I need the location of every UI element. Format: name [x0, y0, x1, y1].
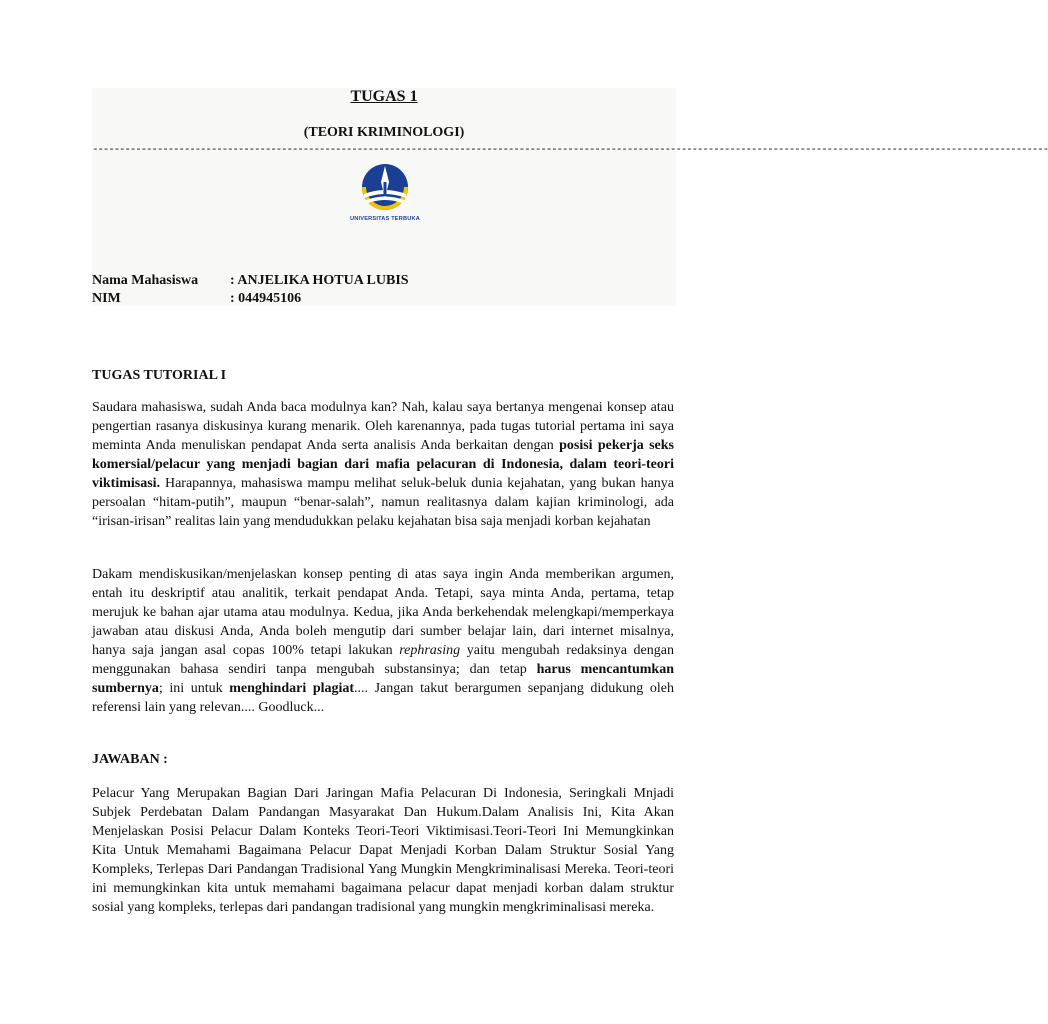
answer-paragraph: Pelacur Yang Merupakan Bagian Dari Jaringan Mafia Pelacuran Di Indonesia, Seringkali Mnjadi Subjek Perdebatan Dalam Pandangan Masyarakat Dan Hukum.Dalam Analisis Ini, Kita Akan Menjelaskan Posisi Pelacur Dalam Konteks Teori-Teori Viktimisasi.Teori-Teori Ini Memungkinkan Kita Untuk Memahami Bagaimana Pelacur Dapat Menjadi Korban Dalam Struktur Sosial Yang Kompleks, Terlepas Dari Pandangan Tradisional Yang Mungkin Mengkriminalisasi Mereka. Teori-teori ini memungkinkan kita untuk memahami bagaimana pelacur dapat menjadi korban dalam struktur sosial yang kompleks, terlepas dari pandangan tradisional yang mungkin mengkriminalisasi mereka.: [92, 786, 674, 915]
answer-title: JAWABAN :: [92, 752, 168, 767]
p2-bold-plagiat: menghindari plagiat: [229, 681, 355, 696]
university-logo: [342, 160, 428, 230]
tutorial-paragraph-1: [92, 398, 674, 531]
student-nim-row: [92, 290, 301, 308]
p1-bold-topic: posisi pekerja seks komersial/pelacur yang menjadi bagian dari mafia pelacuran di Indonesia, dalam teori-teori viktimisasi.: [92, 438, 674, 491]
student-nim-value: : 044945106: [230, 291, 302, 306]
tutorial-title: TUGAS TUTORIAL I: [92, 368, 227, 383]
p1-text-a: Saudara mahasiswa, sudah Anda baca modulnya kan? Nah, kalau saya bertanya mengenai konsep atau pengertian rasanya diskusinya kurang menarik. Oleh karenannya, pada tugas tutorial pertama ini saya meminta Anda menuliskan pendapat Anda serta analisis Anda berkaitan dengan: [92, 400, 674, 453]
tutorial-paragraph-2: [92, 565, 674, 717]
student-name-value: : ANJELIKA HOTUA LUBIS: [230, 273, 409, 288]
p2-text-d: .... Jangan takut berargumen sepanjang didukung oleh referensi lain yang relevan.... Goodluck...: [92, 681, 674, 715]
p2-bold-source: harus mencantumkan sumbernya: [92, 662, 674, 696]
p2-text-b: yaitu mengubah redaksinya dengan menggunakan bahasa sendiri tanpa mengubah substansinya; dan tetap: [92, 643, 674, 677]
logo-emblem-icon: [342, 160, 428, 218]
student-name-row: [92, 272, 409, 290]
page-subtitle: (TEORI KRIMINOLOGI): [303, 125, 465, 140]
p2-text-c: ; ini untuk: [158, 681, 230, 696]
p2-text-a: Dakam mendiskusikan/menjelaskan konsep penting di atas saya ingin Anda memberikan argumen, entah itu deskriptif atau analitik, terkait pendapat Anda. Tetapi, saya minta Anda, pertama, tetap merujuk ke bahan ajar utama atau modulnya. Kedua, jika Anda berkehendak melengkapi/memperkaya jawaban atau diskusi Anda, Anda boleh mengutip dari sumber belajar lain, dari internet misalnya, hanya saja jangan asal copas 100% tetapi lakukan: [92, 567, 674, 658]
student-nim-label: NIM: [92, 291, 121, 306]
p2-italic-rephrasing: rephrasing: [399, 643, 461, 658]
student-name-label: Nama Mahasiswa: [92, 273, 199, 288]
p1-text-b: Harapannya, mahasiswa mampu melihat seluk-beluk dunia kejahatan, yang bukan hanya persoalan “hitam-putih”, maupun “benar-salah”, namun realitasnya dalam kajian kriminologi, ada “irisan-irisan” realitas lain yang mendudukkan pelaku kejahatan bisa saja menjadi korban kejahatan: [92, 476, 674, 529]
header-divider: ---------------------------------------------------------------------------------------------------------------------------------------------------------------------------------: [92, 144, 1048, 156]
page-title: TUGAS 1: [350, 88, 418, 105]
logo-text: UNIVERSITAS TERBUKA: [350, 216, 420, 222]
